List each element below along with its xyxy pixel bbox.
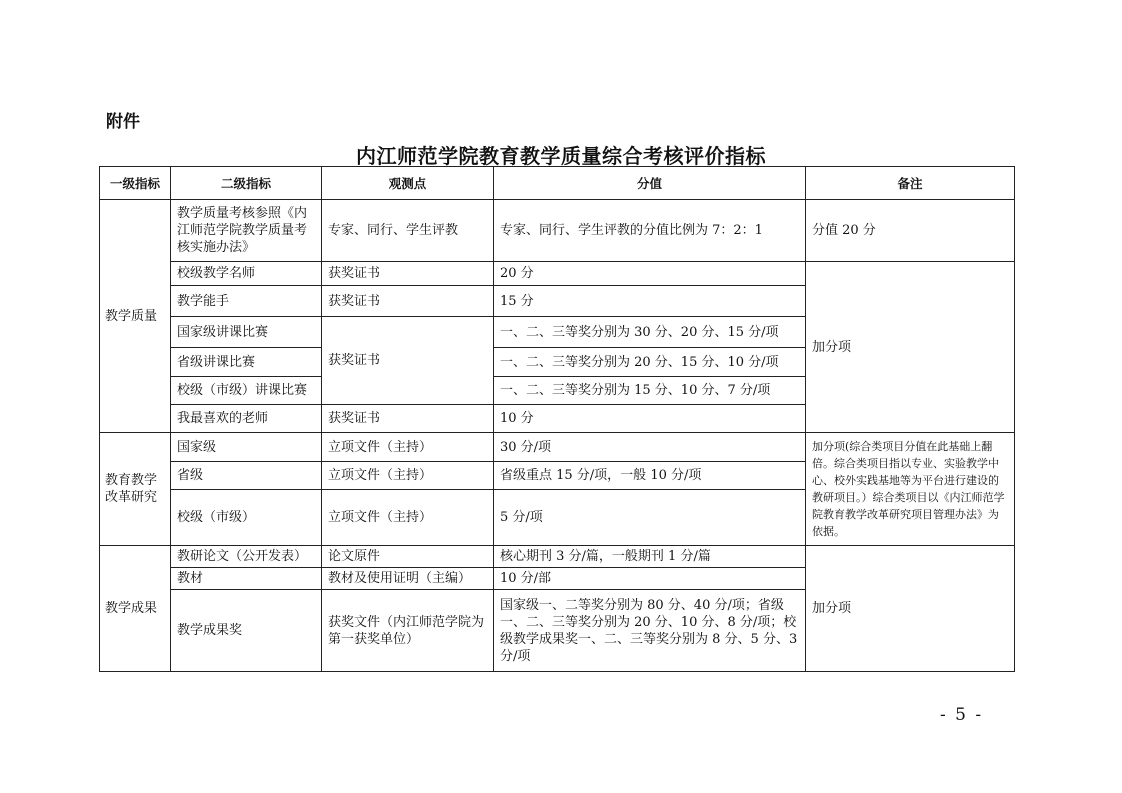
indicator-cell: 省级 (171, 462, 322, 490)
indicator-cell: 教学能手 (171, 286, 322, 317)
page-number: - 5 - (940, 705, 984, 725)
indicator-cell: 省级讲课比赛 (171, 348, 322, 377)
score-cell: 一、二、三等奖分别为 30 分、20 分、15 分/项 (494, 317, 806, 348)
header-score: 分值 (494, 167, 806, 200)
indicator-cell: 教学质量考核参照《内江师范学院教学质量考核实施办法》 (171, 200, 322, 262)
level1-reform: 教育教学改革研究 (100, 433, 171, 546)
observation-cell: 获奖证书 (322, 286, 494, 317)
observation-cell: 立项文件（主持） (322, 433, 494, 462)
indicator-cell: 校级（市级）讲课比赛 (171, 377, 322, 405)
indicator-cell: 教学成果奖 (171, 590, 322, 672)
header-level1: 一级指标 (100, 167, 171, 200)
table-row (100, 546, 1015, 568)
attachment-label: 附件 (106, 112, 140, 132)
observation-cell: 教材及使用证明（主编） (322, 568, 494, 590)
score-cell: 核心期刊 3 分/篇，一般期刊 1 分/篇 (494, 546, 806, 568)
table-row (100, 433, 1015, 462)
score-cell: 专家、同行、学生评教的分值比例为 7：2：1 (494, 200, 806, 262)
level1-quality: 教学质量 (100, 200, 171, 433)
indicator-cell: 教研论文（公开发表） (171, 546, 322, 568)
score-cell: 15 分 (494, 286, 806, 317)
score-cell: 省级重点 15 分/项，一般 10 分/项 (494, 462, 806, 490)
score-cell: 国家级一、二等奖分别为 80 分、40 分/项；省级一、二、三等奖分别为 20 分、10 分、8 分/项；校级教学成果奖一、二、三等奖分别为 8 分、5 分、3 分/项 (494, 590, 806, 672)
observation-cell: 立项文件（主持） (322, 490, 494, 546)
score-cell: 10 分 (494, 405, 806, 433)
observation-cell: 论文原件 (322, 546, 494, 568)
observation-cell: 获奖证书 (322, 405, 494, 433)
header-note: 备注 (806, 167, 1015, 200)
header-level2: 二级指标 (171, 167, 322, 200)
observation-cell: 获奖证书 (322, 262, 494, 286)
observation-cell: 获奖文件（内江师范学院为第一获奖单位） (322, 590, 494, 672)
observation-cell: 获奖证书 (322, 317, 494, 405)
indicator-cell: 国家级讲课比赛 (171, 317, 322, 348)
table-row (100, 200, 1015, 262)
header-observation: 观测点 (322, 167, 494, 200)
note-cell: 加分项(综合类项目分值在此基础上翻倍。综合类项目指以专业、实验教学中心、校外实践基地等为平台进行建设的教研项目。）综合类项目以《内江师范学院教育教学改革研究项目管理办法》为依据。 (806, 433, 1015, 546)
score-cell: 5 分/项 (494, 490, 806, 546)
note-cell: 分值 20 分 (806, 200, 1015, 262)
score-cell: 30 分/项 (494, 433, 806, 462)
observation-cell: 立项文件（主持） (322, 462, 494, 490)
score-cell: 一、二、三等奖分别为 20 分、15 分、10 分/项 (494, 348, 806, 377)
level1-achievement: 教学成果 (100, 546, 171, 672)
table-row (100, 262, 1015, 286)
note-cell: 加分项 (806, 262, 1015, 433)
score-cell: 10 分/部 (494, 568, 806, 590)
note-cell: 加分项 (806, 546, 1015, 672)
indicator-cell: 教材 (171, 568, 322, 590)
document-title: 内江师范学院教育教学质量综合考核评价指标 (356, 144, 766, 168)
indicator-cell: 校级（市级） (171, 490, 322, 546)
score-cell: 20 分 (494, 262, 806, 286)
indicator-cell: 我最喜欢的老师 (171, 405, 322, 433)
observation-cell: 专家、同行、学生评教 (322, 200, 494, 262)
indicator-cell: 校级教学名师 (171, 262, 322, 286)
table-header-row (100, 167, 1015, 200)
indicator-cell: 国家级 (171, 433, 322, 462)
evaluation-table (99, 166, 1015, 672)
score-cell: 一、二、三等奖分别为 15 分、10 分、7 分/项 (494, 377, 806, 405)
